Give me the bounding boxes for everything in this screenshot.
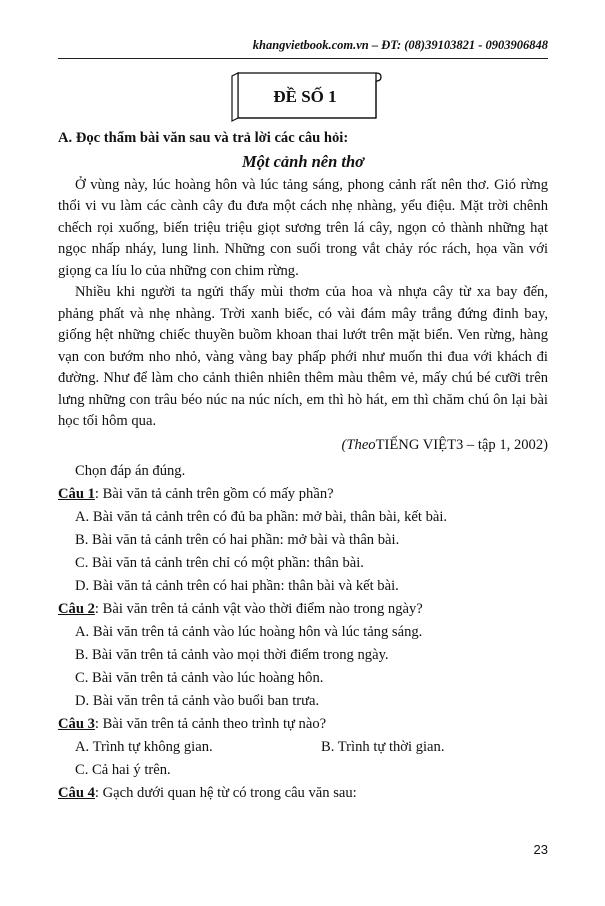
source-title: TIẾNG VIỆT3 – tập 1, 2002): [375, 436, 548, 453]
question-text: : Bài văn trên tả cảnh theo trình tự nào?: [94, 716, 327, 732]
exam-title-badge: [226, 70, 384, 124]
question-text: : Bài văn tả cảnh trên gồm có mấy phần?: [94, 486, 334, 502]
question-1: [58, 483, 548, 506]
answer-option[interactable]: B. Trình tự thời gian.: [321, 739, 445, 755]
question-label: Câu 2: [58, 601, 95, 617]
question-4: [58, 782, 548, 805]
page-content: [58, 128, 548, 805]
question-3: [58, 713, 548, 736]
page-number: 23: [533, 842, 548, 857]
question-label: Câu 3: [58, 716, 95, 732]
answer-option[interactable]: C. Cả hai ý trên.: [75, 762, 171, 778]
header-divider: [58, 58, 548, 59]
page-header: khangvietbook.com.vn – ĐT: (08)39103821 - 0903906848: [252, 38, 548, 52]
answer-option-row: [58, 736, 548, 759]
question-text: : Bài văn trên tả cảnh vật vào thời điểm nào trong ngày?: [94, 601, 423, 617]
answer-option[interactable]: B. Bài văn trên tả cảnh vào mọi thời điểm trong ngày.: [75, 647, 389, 663]
question-label: Câu 4: [58, 785, 95, 801]
section-title: A. Đọc thẩm bài văn sau và trả lời các câu hỏi:: [58, 130, 349, 146]
story-paragraph: Ở vùng này, lúc hoàng hôn và lúc tảng sáng, phong cảnh rất nên thơ. Gió rừng thổi vi vu làm các cành cây đu đưa một cách nhẹ nhàng, yểu điệu. Mặt trời chênh chếch rọi xuống, biến triệu triệu giọt sương trên lá cây, ngọn cỏ thành những hạt ngọc nhấp nháy, lung linh. Những con suối trong vắt chảy róc rách, họa vần với giọng ca líu lo của những con chim rừng.: [58, 176, 548, 279]
story-source: [58, 435, 548, 457]
answer-option[interactable]: A. Bài văn trên tả cảnh vào lúc hoàng hôn và lúc tảng sáng.: [75, 624, 423, 640]
answer-option[interactable]: A. Trình tự không gian.: [75, 739, 213, 755]
answer-option[interactable]: D. Bài văn tả cảnh trên có hai phần: thân bài và kết bài.: [75, 578, 399, 594]
answer-option[interactable]: B. Bài văn tả cảnh trên có hai phần: mở bài và thân bài.: [75, 532, 400, 548]
question-text: : Gạch dưới quan hệ từ có trong câu văn sau:: [94, 785, 357, 801]
answer-option[interactable]: D. Bài văn trên tả cảnh vào buổi ban trưa.: [75, 693, 320, 709]
answer-option[interactable]: C. Bài văn tả cảnh trên chỉ có một phần: thân bài.: [75, 555, 364, 571]
story-title: Một cảnh nên thơ: [241, 151, 365, 171]
answer-option[interactable]: C. Bài văn trên tả cảnh vào lúc hoàng hôn.: [75, 670, 324, 686]
instruction: Chọn đáp án đúng.: [75, 463, 186, 479]
question-2: [58, 598, 548, 621]
question-label: Câu 1: [58, 486, 95, 502]
exam-title: ĐỀ SỐ 1: [273, 87, 337, 106]
source-prefix: (Theo: [341, 436, 376, 453]
answer-option[interactable]: A. Bài văn tả cảnh trên có đủ ba phần: mở bài, thân bài, kết bài.: [75, 509, 448, 525]
story-paragraph: Nhiều khi người ta ngửi thấy mùi thơm của hoa và nhựa cây từ xa bay đến, phảng phất và nhẹ nhàng. Trời xanh biếc, có vài đám mây trắng đứng đinh bay, giống hệt những chiếc thuyền buồm khoan thai lướt trên mặt biển. Ven rừng, hàng vạn con bướm nho nhỏ, vàng vàng bay phấp phới như muốn thi đua với khách đi đường. Như để làm cho cảnh thiên nhiên thêm màu thêm vẻ, mấy chú bé cưỡi trên lưng những con trâu béo núc na núc ních, em thì hò hát, em thì chăm chú ôn lại bài học tối hôm qua.: [58, 284, 548, 429]
